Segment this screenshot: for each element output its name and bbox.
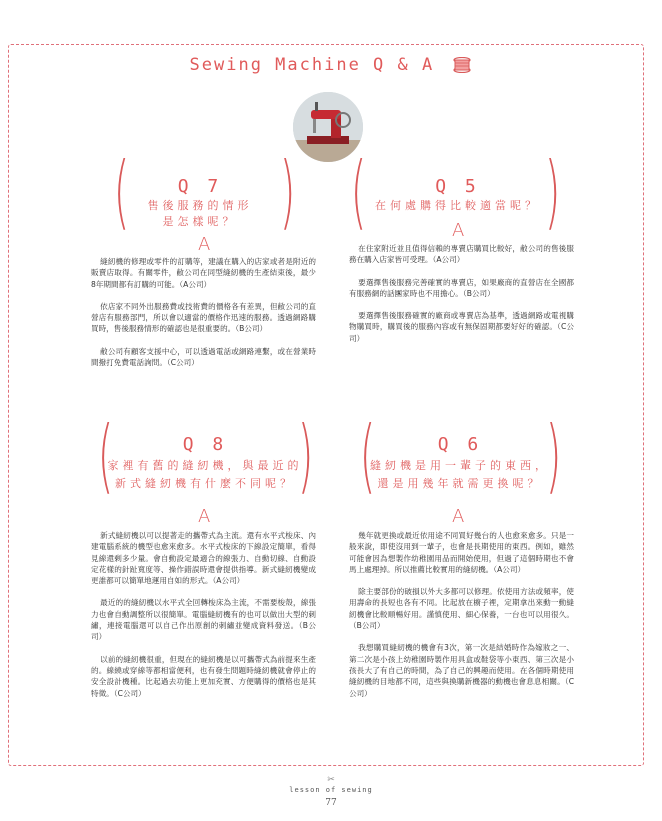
left-paren-decoration: ( xyxy=(350,145,367,238)
question-number: Q 5 xyxy=(435,176,480,197)
answer-paragraph: 要選擇售後服務確實的廠商或專賣店為基準，透過網路或電視購物購買時，購買後的服務內容或有無保固期都要好好的確認。（C公司） xyxy=(349,311,574,343)
question-q7 xyxy=(100,145,300,240)
question-line-2: 新式縫紉機有什麼不同呢？ xyxy=(115,477,295,490)
left-paren-decoration: ( xyxy=(359,409,376,502)
answer-letter-q7: A xyxy=(198,234,211,255)
page-number: 77 xyxy=(325,798,337,808)
thread-spool-icon xyxy=(452,57,472,73)
right-paren-decoration: ) xyxy=(279,145,296,238)
title-text: Sewing Machine Q & A xyxy=(189,55,435,75)
answer-q5 xyxy=(349,243,574,355)
question-q8 xyxy=(97,409,314,510)
answer-paragraph: 敝公司有顧客支援中心，可以透過電話或網路連繫，或在營業時間撥打免費電話詢問。（C公司） xyxy=(91,346,316,368)
question-q6 xyxy=(359,409,562,510)
right-paren-decoration: ) xyxy=(545,409,562,502)
question-line-1: 家裡有舊的縫紉機，與最近的 xyxy=(107,459,303,472)
answer-paragraph: 幾年就更換或最近依用途不同買好幾台的人也愈來愈多。只是一般來說，即使沒用到一輩子，也會是長期使用的東西。例如，雖然可能會因為想製作幼稚園用品而開始使用，但過了這個時期也不會馬上處理掉。所以推薦比較實用的縫紉機。（A公司） xyxy=(349,531,574,574)
answer-paragraph: 在住家附近並且值得信賴的專賣店購買比較好，敝公司的售後服務在購入店家皆可受理。（A公司） xyxy=(349,244,574,265)
page-title xyxy=(0,55,662,75)
question-line-1: 縫紉機是用一輩子的東西， xyxy=(370,459,550,472)
answer-letter-q8: A xyxy=(198,506,211,527)
answer-q6 xyxy=(349,530,574,710)
answer-paragraph: 除主要部份的破損以外大多都可以修理。依使用方法或頻率，使用壽命的長短也各有不同。比起放在櫥子裡，定期拿出來動一動縫紉機會比較順暢好用。謹慎使用、細心保養，一台也可以用很久。（B公司） xyxy=(349,587,574,631)
question-number: Q 6 xyxy=(437,434,483,455)
answer-paragraph: 依店家不同外出服務費或技術費的價格各有差異，但敝公司的直營店有服務部門，所以會以適當的價格作迅速的服務。透過網路購買時，售後服務情形的確認也是很重要的。（B公司） xyxy=(91,301,316,334)
answer-q8 xyxy=(91,530,316,710)
left-paren-decoration: ( xyxy=(97,409,114,502)
answer-letter-q6: A xyxy=(452,506,465,527)
question-line-2: 是怎樣呢？ xyxy=(162,215,238,228)
footer-series-title: lesson of sewing xyxy=(289,786,373,794)
left-paren-decoration: ( xyxy=(113,145,130,238)
answer-paragraph: 新式縫紉機以可以提著走的攜帶式為主流。還有水平式梭床、內建電腦系統的機型也愈來愈多。水平式梭床的下線設定簡單，看得見線還剩多少量。會自動設定最適合的線張力、自動切線、自動設定花樣的針趾寬度等、操作錯誤時還會提供指導。新式縫紉機變成更誰都可以簡單地運用自如的形式。（A公司） xyxy=(91,531,316,586)
answer-paragraph: 以前的縫紉機很重，但現在的縫紉機是以可攜帶式為前提來生產的。線繞或穿線等都相當便利，也有發生問題時縫紉機就會停止的安全設計機種。比起過去功能上更加充實、方便購得的價格也是其特徵。（C公司） xyxy=(91,654,316,698)
answer-q7 xyxy=(91,256,316,379)
answer-letter-q5: A xyxy=(452,220,465,241)
question-line-1: 在何處購得比較適當呢？ xyxy=(375,199,540,212)
answer-paragraph: 縫紉機的修理或零件的訂購等，建議在購入的店家或者是附近的販賣店取得。有關零件，敝公司在同型縫紉機的生產結束後，最少8年期間都有訂購的可能。（A公司） xyxy=(91,257,316,289)
question-line-2: 還是用幾年就需更換呢？ xyxy=(377,477,543,490)
right-paren-decoration: ) xyxy=(544,145,561,238)
question-number: Q 8 xyxy=(182,434,228,455)
question-line-1: 售後服務的情形 xyxy=(147,199,253,212)
answer-paragraph: 最近的的縫紉機以水平式全回轉梭床為主流，不需要梭殼，線張力也會自動調整所以很簡單。電腦縫紉機有的也可以做出大型的刺繡，連接電腦還可以自己作出原創的刺繡並變成資料發送。（B公司） xyxy=(91,598,316,642)
scissors-logo-icon: ✂ xyxy=(327,775,335,785)
answer-paragraph: 我想購買縫紉機的機會有3次，第一次是結婚時作為嫁妝之一、第二次是小孩上幼稚園時製作用具盒或鞋袋等小東西、第三次是小孩長大了有自己的時間，為了自己的興趣而使用。在各個時期使用縫紉機的目地都不同，這些與換購新機器的動機也會息息相關。（C公司） xyxy=(349,643,574,698)
question-number: Q 7 xyxy=(177,176,223,197)
answer-paragraph: 要選擇售後服務完善確實的專賣店，如果廠商的直營店在全國都有服務網的話團家時也不用擔心。（B公司） xyxy=(349,277,574,298)
right-paren-decoration: ) xyxy=(297,409,314,502)
